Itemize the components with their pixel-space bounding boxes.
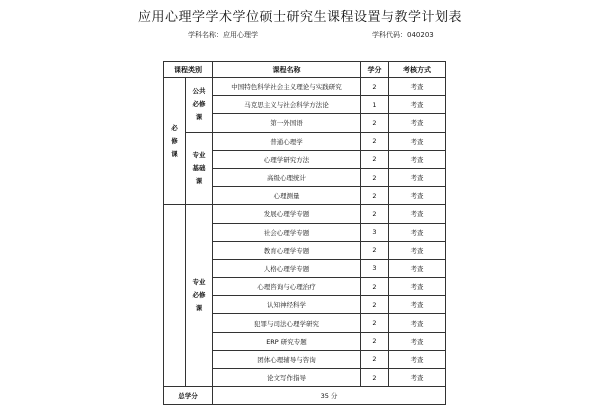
course-exam: 考查 xyxy=(389,278,446,296)
course-credit: 2 xyxy=(361,78,389,96)
course-name: 中国特色科学社会主义理论与实践研究 xyxy=(213,78,361,96)
total-row xyxy=(164,387,446,405)
course-credit: 2 xyxy=(361,205,389,223)
course-name: 社会心理学专题 xyxy=(213,223,361,241)
table-row xyxy=(164,78,446,96)
course-name: 团体心理辅导与咨询 xyxy=(213,350,361,368)
table-row xyxy=(164,205,446,223)
header-category: 课程类别 xyxy=(164,62,213,78)
course-exam: 考查 xyxy=(389,205,446,223)
course-credit: 2 xyxy=(361,187,389,205)
course-name: 认知神经科学 xyxy=(213,296,361,314)
course-exam: 考查 xyxy=(389,96,446,114)
course-exam: 考查 xyxy=(389,132,446,150)
course-exam: 考查 xyxy=(389,114,446,132)
course-name: 普通心理学 xyxy=(213,132,361,150)
course-credit: 2 xyxy=(361,278,389,296)
course-name: 心理学研究方法 xyxy=(213,150,361,168)
basic-major-group: 专业 基础 课 xyxy=(186,132,213,205)
course-credit: 2 xyxy=(361,350,389,368)
course-credit: 2 xyxy=(361,168,389,186)
table-row xyxy=(164,132,446,150)
course-exam: 考查 xyxy=(389,332,446,350)
course-credit: 2 xyxy=(361,241,389,259)
course-exam: 考查 xyxy=(389,259,446,277)
course-name: 论文写作指导 xyxy=(213,369,361,387)
page-title: 应用心理学学术学位硕士研究生课程设置与教学计划表 xyxy=(137,10,462,25)
course-credit: 2 xyxy=(361,114,389,132)
course-exam: 考查 xyxy=(389,241,446,259)
course-name: ERP 研究专题 xyxy=(213,332,361,350)
course-name: 人格心理学专题 xyxy=(213,259,361,277)
major-required-group: 专业 必修 课 xyxy=(186,205,213,387)
table-header-row xyxy=(164,62,446,78)
course-exam: 考查 xyxy=(389,187,446,205)
course-exam: 考查 xyxy=(389,350,446,368)
header-exam: 考核方式 xyxy=(389,62,446,78)
required-category: 必 修 课 xyxy=(164,78,186,205)
public-required-group: 公共 必修 课 xyxy=(186,78,213,133)
header-course: 课程名称 xyxy=(213,62,361,78)
blank-category-cell xyxy=(164,205,186,387)
course-exam: 考查 xyxy=(389,296,446,314)
course-exam: 考查 xyxy=(389,223,446,241)
subject-name: 学科名称：应用心理学 xyxy=(188,31,258,39)
course-name: 发展心理学专题 xyxy=(213,205,361,223)
course-name: 第一外国语 xyxy=(213,114,361,132)
course-name: 心理咨询与心理治疗 xyxy=(213,278,361,296)
course-credit: 2 xyxy=(361,332,389,350)
course-exam: 考查 xyxy=(389,168,446,186)
total-value: 35 分 xyxy=(213,387,446,405)
course-credit: 2 xyxy=(361,314,389,332)
header-credit: 学分 xyxy=(361,62,389,78)
course-credit: 1 xyxy=(361,96,389,114)
subject-code: 学科代码：040203 xyxy=(372,31,434,39)
course-name: 教育心理学专题 xyxy=(213,241,361,259)
course-credit: 2 xyxy=(361,296,389,314)
course-name: 马克思主义与社会科学方法论 xyxy=(213,96,361,114)
course-plan-table xyxy=(163,61,446,405)
course-exam: 考查 xyxy=(389,314,446,332)
total-label: 总学分 xyxy=(164,387,213,405)
course-credit: 3 xyxy=(361,223,389,241)
course-exam: 考查 xyxy=(389,369,446,387)
course-credit: 3 xyxy=(361,259,389,277)
course-credit: 2 xyxy=(361,150,389,168)
course-credit: 2 xyxy=(361,369,389,387)
course-name: 犯罪与司法心理学研究 xyxy=(213,314,361,332)
course-exam: 考查 xyxy=(389,150,446,168)
course-name: 心理测量 xyxy=(213,187,361,205)
course-credit: 2 xyxy=(361,132,389,150)
course-exam: 考查 xyxy=(389,78,446,96)
course-name: 高级心理统计 xyxy=(213,168,361,186)
